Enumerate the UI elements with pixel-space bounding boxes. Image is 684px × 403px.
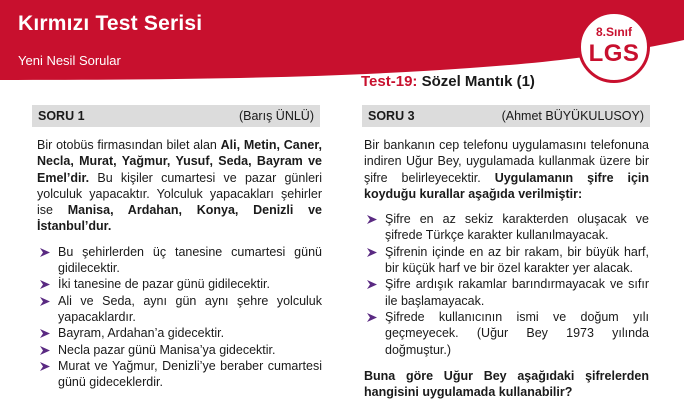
- q3-rule-item: [364, 244, 649, 277]
- q1-rule-item: [37, 358, 322, 391]
- bullet-arrow-icon: [39, 247, 51, 258]
- q1-intro-text-1: Bir otobüs firmasından bilet alan: [37, 138, 221, 152]
- question-3-body: [364, 137, 649, 400]
- test-heading: [361, 73, 535, 90]
- q1-rule-text: İki tanesine de pazar günü gidilecektir.: [58, 277, 270, 292]
- bullet-arrow-icon: [39, 328, 51, 339]
- bullet-arrow-icon: [39, 345, 51, 356]
- bullet-arrow-icon: [39, 296, 51, 307]
- bullet-arrow-icon: [366, 279, 378, 290]
- q3-rule-text: Şifre ardışık rakamlar barındırmayacak ve sıfır ile başlamayacak.: [385, 277, 649, 308]
- test-number: Test-19:: [361, 73, 418, 90]
- q1-rule-text: Murat ve Yağmur, Denizli’ye beraber cumartesi günü gideceklerdir.: [58, 358, 322, 390]
- q3-rule-text: Şifrenin içinde en az bir rakam, bir büyük harf, bir küçük harf ve bir özel karakter yer alacak.: [385, 244, 649, 276]
- grade-badge: [578, 11, 650, 83]
- bullet-arrow-icon: [366, 214, 378, 225]
- q3-rule-text: Şifre en az sekiz karakterden oluşacak ve şifrede Türkçe karakter kullanılmayacak.: [385, 212, 649, 243]
- question-1-author: (Barış ÜNLÜ): [238, 109, 314, 123]
- question-3-rules: [364, 211, 649, 358]
- q1-city-names: Manisa, Ardahan, Konya, Denizli ve İstanbul’dur.: [37, 203, 322, 234]
- q1-rule-item: [37, 244, 322, 277]
- q1-rule-item: [37, 293, 322, 326]
- question-1-bar: [32, 105, 320, 127]
- q1-rule-text: Ali ve Seda, aynı gün aynı şehre yolculuk yapacaklardır.: [58, 293, 322, 324]
- question-3-intro: [364, 137, 649, 202]
- question-1-body: [37, 137, 322, 390]
- q3-rule-text: Şifrede kullanıcının ismi ve doğum yılı geçmeyecek. (Uğur Bey 1973 yılında doğmuştur.): [385, 309, 649, 357]
- q3-rule-item: [364, 276, 649, 309]
- badge-grade: 8.Sınıf: [595, 25, 632, 39]
- q1-rule-text: Necla pazar günü Manisa’ya gidecektir.: [58, 342, 276, 357]
- question-1-number: SORU 1: [38, 109, 85, 123]
- question-1-intro: [37, 137, 322, 235]
- bullet-arrow-icon: [366, 312, 378, 323]
- q1-rule-item: [37, 325, 322, 341]
- q1-rule-text: Bu şehirlerden üç tanesine cumartesi günü gidilecektir.: [58, 244, 322, 276]
- q1-intro-text-2: Bu kişiler cumartesi ve pazar günleri yolculuk yapacaktır. Yolculuk yapacakları şehirler ise: [37, 170, 322, 218]
- q3-intro-text: Bir bankanın cep telefonu uygulamasını telefonuna indiren Uğur Bey, uygulamada kullanmak üzere bir şifre belirleyecektir.: [364, 138, 649, 185]
- q3-rule-item: [364, 211, 649, 244]
- question-3-number: SORU 3: [368, 109, 415, 123]
- test-topic: Sözel Mantık (1): [421, 73, 535, 90]
- q3-intro-bold: Uygulamanın şifre için koyduğu kurallar aşağıda verilmiştir:: [364, 170, 650, 201]
- question-3-prompt: Buna göre Uğur Bey aşağıdaki şifrelerden hangisini uygulamada kullanabilir?: [364, 368, 649, 400]
- question-1-rules: [37, 244, 322, 391]
- bullet-arrow-icon: [39, 361, 51, 372]
- question-3-author: (Ahmet BÜYÜKULUSOY): [501, 109, 644, 123]
- q1-rule-item: [37, 276, 322, 292]
- badge-exam: LGS: [588, 40, 640, 67]
- bullet-arrow-icon: [39, 279, 51, 290]
- series-subtitle: Yeni Nesil Sorular: [18, 53, 121, 68]
- q1-passenger-names: Ali, Metin, Caner, Necla, Murat, Yağmur, Yusuf, Seda, Bayram ve Emel’dir.: [37, 138, 322, 185]
- q1-rule-item: [37, 342, 322, 358]
- q3-rule-item: [364, 309, 649, 358]
- q1-rule-text: Bayram, Ardahan’a gidecektir.: [58, 326, 225, 341]
- bullet-arrow-icon: [366, 247, 378, 258]
- series-title: Kırmızı Test Serisi: [18, 12, 203, 35]
- question-3-bar: [362, 105, 650, 127]
